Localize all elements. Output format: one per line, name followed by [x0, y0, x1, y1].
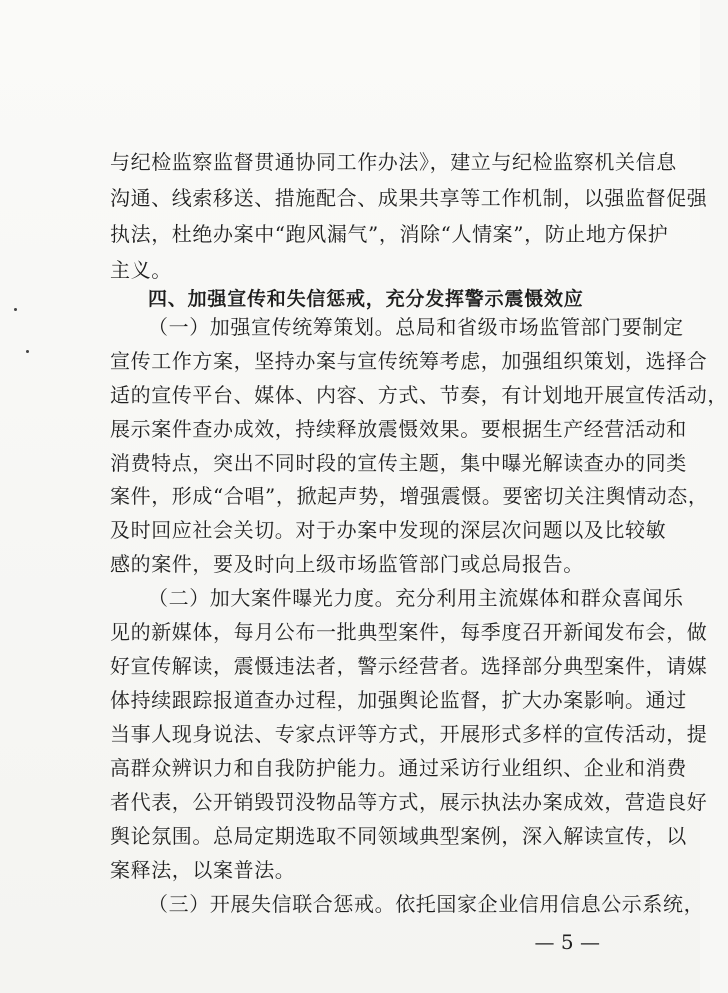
body-line: 执法，杜绝办案中“跑风漏气”，消除“人情案”，防止地方保护	[110, 222, 669, 246]
page-number: — 5 —	[534, 930, 600, 954]
body-line: 与纪检监察监督贯通协同工作办法》，建立与纪检监察机关信息	[110, 150, 677, 174]
body-line: 适的宣传平台、媒体、内容、方式、节奏，有计划地开展宣传活动，	[110, 383, 728, 407]
body-line: 见的新媒体，每月公布一批典型案件，每季度召开新闻发布会，做	[110, 620, 708, 644]
paragraph-first-line: （二）加大案件曝光力度。充分利用主流媒体和群众喜闻乐	[148, 586, 684, 610]
paragraph-first-line: （三）开展失信联合惩戒。依托国家企业信用信息公示系统，	[148, 892, 705, 916]
body-line: 沟通、线索移送、措施配合、成果共享等工作机制，以强监督促强	[110, 186, 708, 210]
body-line: 感的案件，要及时向上级市场监管部门或总局报告。	[110, 552, 584, 576]
body-line: 当事人现身说法、专家点评等方式，开展形式多样的宣传活动，提	[110, 722, 708, 746]
body-line: 及时回应社会关切。对于办案中发现的深层次问题以及比较敏	[110, 518, 667, 542]
body-line: 主义。	[110, 258, 172, 282]
body-line: 体持续跟踪报道查办过程，加强舆论监督，扩大办案影响。通过	[110, 688, 687, 712]
body-line: 案释法，以案普法。	[110, 858, 296, 882]
margin-mark	[26, 350, 29, 353]
body-line: 案件，形成“合唱”，掀起声势，增强震慑。要密切关注舆情动态，	[110, 484, 709, 508]
body-line: 宣传工作方案，坚持办案与宣传统筹考虑，加强组织策划，选择合	[110, 349, 708, 373]
body-line: 高群众辨识力和自我防护能力。通过采访行业组织、企业和消费	[110, 756, 687, 780]
paragraph-first-line: （一）加强宣传统筹策划。总局和省级市场监管部门要制定	[148, 315, 684, 339]
body-line: 者代表，公开销毁罚没物品等方式，展示执法办案成效，营造良好	[110, 790, 708, 814]
body-line: 展示案件查办成效，持续释放震慑效果。要根据生产经营活动和	[110, 417, 687, 441]
body-line: 舆论氛围。总局定期选取不同领域典型案例，深入解读宣传，以	[110, 824, 687, 848]
body-line: 好宣传解读，震慑违法者，警示经营者。选择部分典型案件，请媒	[110, 654, 708, 678]
body-line: 消费特点，突出不同时段的宣传主题，集中曝光解读查办的同类	[110, 451, 687, 475]
section-heading: 四、加强宣传和失信惩戒，充分发挥警示震慑效应	[148, 288, 584, 310]
margin-mark	[14, 308, 17, 311]
